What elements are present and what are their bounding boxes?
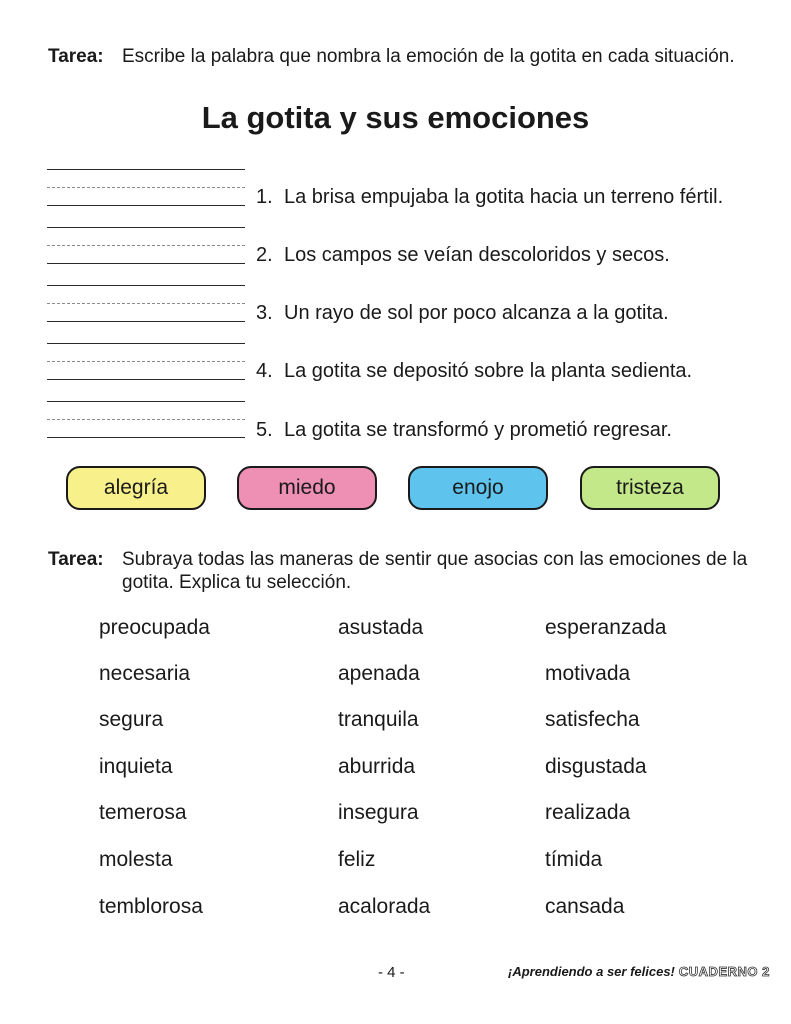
word-item[interactable]: preocupada — [99, 616, 210, 639]
sentence-2 — [256, 243, 670, 267]
sentence-number: 2. — [256, 244, 273, 266]
answer-line-base[interactable] — [47, 437, 245, 438]
word-item[interactable]: apenada — [338, 662, 420, 685]
answer-line-base[interactable] — [47, 321, 245, 322]
word-item[interactable]: tímida — [545, 848, 603, 871]
sentence-text: La gotita se depositó sobre la planta sedienta. — [284, 360, 693, 382]
answer-line-top[interactable] — [47, 227, 245, 228]
word-item[interactable]: cansada — [545, 895, 625, 918]
answer-line-mid — [47, 245, 245, 246]
sentence-number: 4. — [256, 360, 273, 382]
answer-line-base[interactable] — [47, 379, 245, 380]
sentence-1 — [256, 185, 723, 209]
word-item[interactable]: inquieta — [99, 755, 173, 778]
sentence-5 — [256, 418, 672, 442]
word-item[interactable]: acalorada — [338, 895, 431, 918]
word-item[interactable]: tranquila — [338, 708, 419, 731]
sentence-number: 5. — [256, 419, 273, 441]
word-item[interactable]: aburrida — [338, 755, 416, 778]
sentence-text: La gotita se transformó y prometió regresar. — [284, 419, 672, 441]
answer-line-top[interactable] — [47, 401, 245, 402]
answer-line-mid — [47, 303, 245, 304]
sentence-text: Un rayo de sol por poco alcanza a la gotita. — [284, 302, 669, 324]
word-item[interactable]: realizada — [545, 801, 631, 824]
footer-book-label: CUADERNO 2 — [678, 964, 770, 979]
answer-line-mid — [47, 187, 245, 188]
sentence-text: La brisa empujaba la gotita hacia un terreno fértil. — [284, 186, 724, 208]
answer-line-top[interactable] — [47, 169, 245, 170]
page-title: La gotita y sus emociones — [201, 100, 590, 135]
sentence-number: 1. — [256, 186, 273, 208]
emotion-chip-enojo: enojo — [408, 466, 548, 510]
word-item[interactable]: esperanzada — [545, 616, 667, 639]
word-item[interactable]: segura — [99, 708, 164, 731]
task-label: Tarea: — [48, 46, 104, 67]
sentence-4 — [256, 359, 692, 383]
word-item[interactable]: asustada — [338, 616, 424, 639]
answer-line-mid — [47, 419, 245, 420]
task-text: Escribe la palabra que nombra la emoción de la gotita en cada situación. — [122, 46, 735, 67]
task-instruction-1 — [48, 45, 748, 68]
answer-line-top[interactable] — [47, 285, 245, 286]
task-label: Tarea: — [48, 549, 104, 570]
emotion-chip-miedo: miedo — [237, 466, 377, 510]
task-instruction-2 — [48, 548, 748, 594]
task-text: Subraya todas las maneras de sentir que asocias con las emociones de la gotita. Explica tu selección. — [122, 549, 748, 593]
word-item[interactable]: feliz — [338, 848, 376, 871]
word-item[interactable]: motivada — [545, 662, 631, 685]
answer-line-base[interactable] — [47, 205, 245, 206]
footer-brand-text: ¡Aprendiendo a ser felices! — [508, 964, 675, 979]
answer-line-base[interactable] — [47, 263, 245, 264]
sentence-3 — [256, 301, 669, 325]
word-item[interactable]: temerosa — [99, 801, 187, 824]
word-item[interactable]: temblorosa — [99, 895, 203, 918]
word-item[interactable]: disgustada — [545, 755, 647, 778]
sentence-number: 3. — [256, 302, 273, 324]
emotion-chip-alegria: alegría — [66, 466, 206, 510]
word-item[interactable]: satisfecha — [545, 708, 640, 731]
emotion-chip-tristeza: tristeza — [580, 466, 720, 510]
sentence-text: Los campos se veían descoloridos y secos. — [284, 244, 670, 266]
word-item[interactable]: necesaria — [99, 662, 191, 685]
word-item[interactable]: molesta — [99, 848, 173, 871]
page-number: - 4 - — [378, 964, 405, 981]
answer-line-mid — [47, 361, 245, 362]
footer-brand — [508, 964, 770, 979]
word-item[interactable]: insegura — [338, 801, 419, 824]
answer-line-top[interactable] — [47, 343, 245, 344]
